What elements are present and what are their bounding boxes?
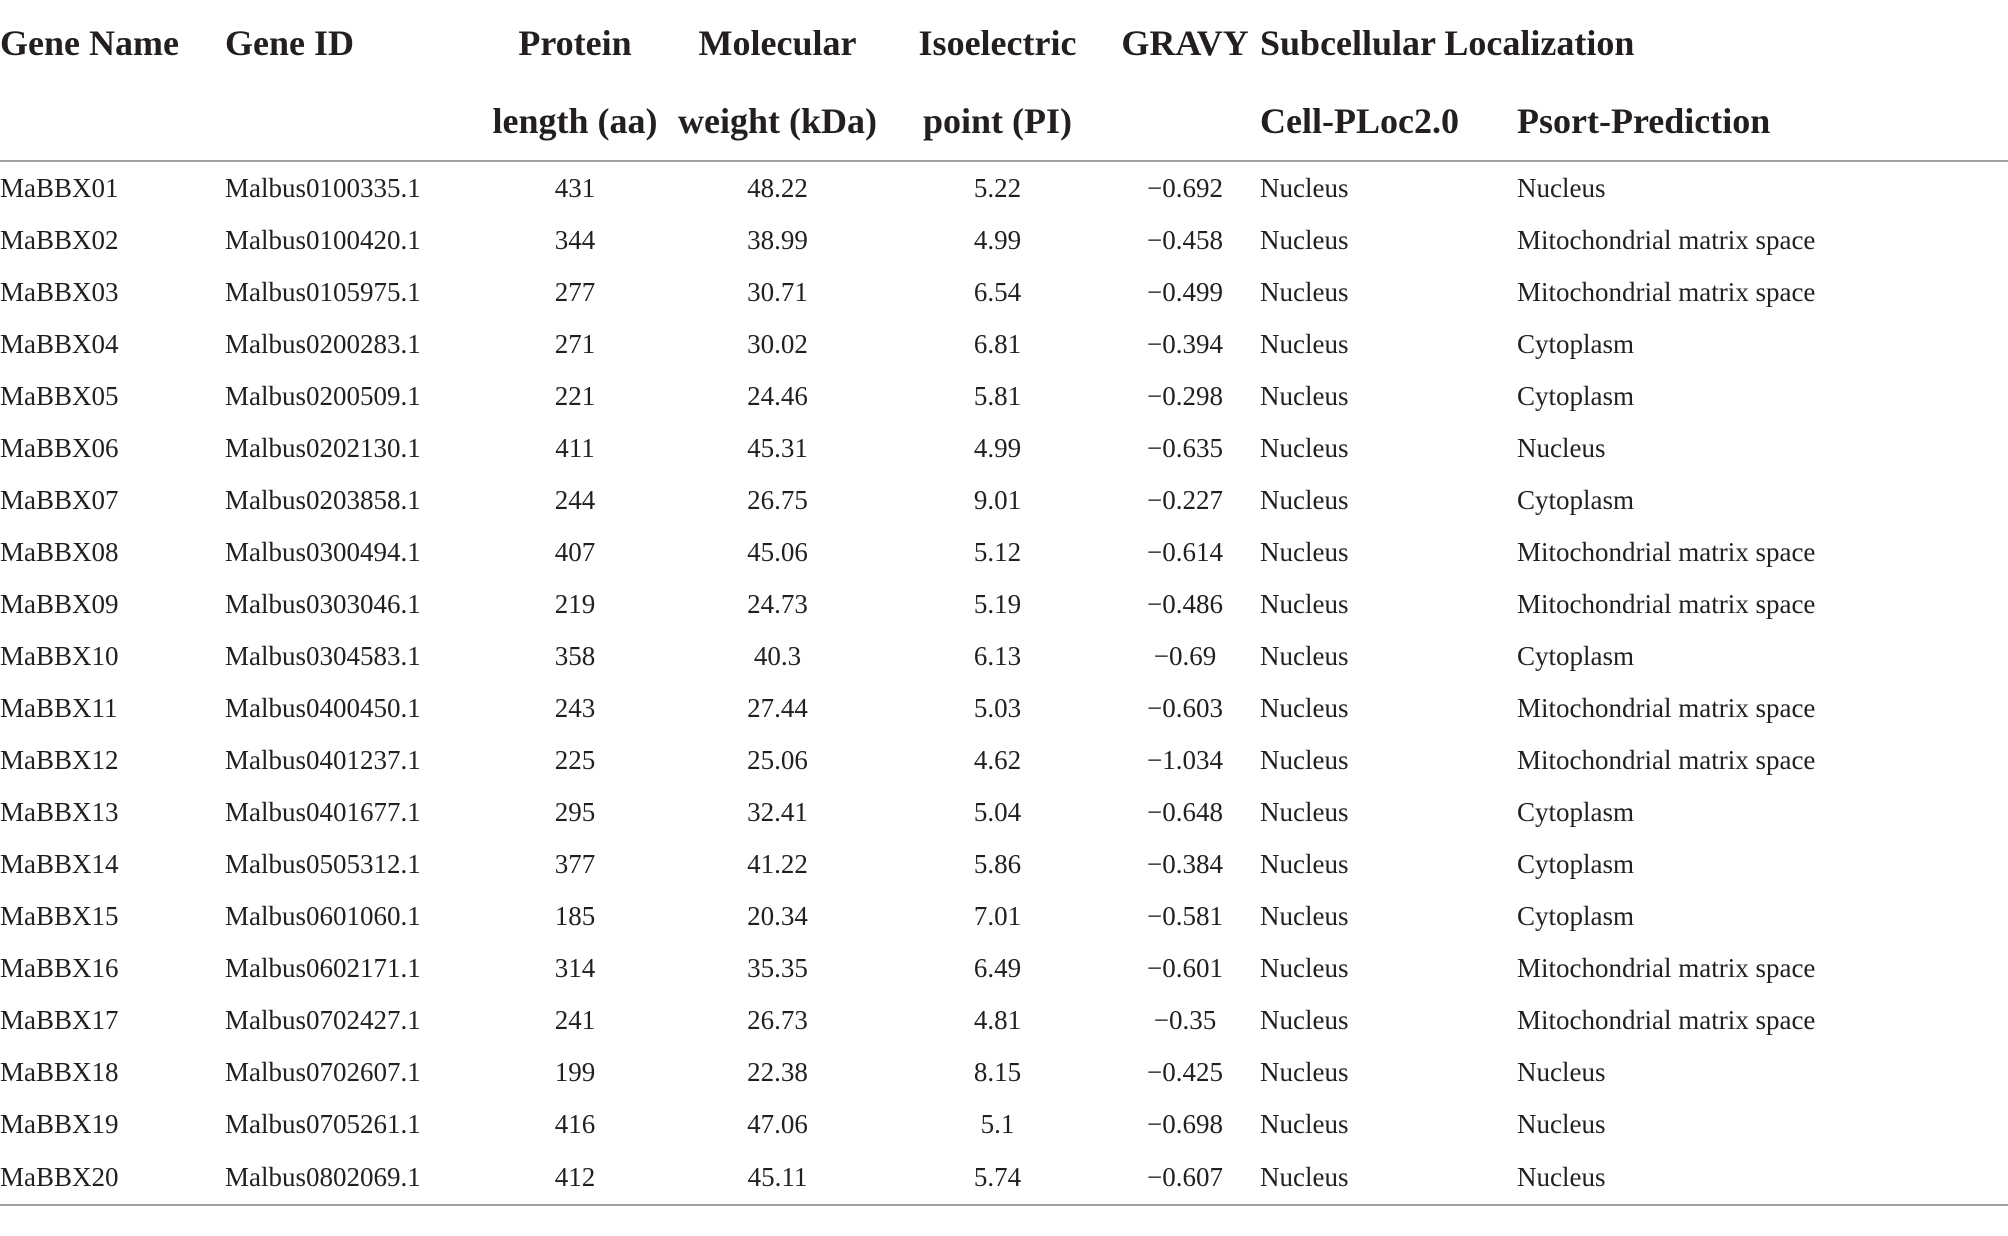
cell-gene-name: MaBBX09: [0, 588, 119, 619]
table-row: [0, 994, 2008, 1046]
cell-gravy: −0.635: [1147, 432, 1223, 463]
cell-psort-prediction: Mitochondrial matrix space: [1517, 224, 1816, 255]
cell-protein-length: 243: [554, 692, 596, 723]
cell-gravy: −0.698: [1147, 1108, 1223, 1139]
cell-cell-ploc: Nucleus: [1260, 224, 1349, 255]
cell-gene-name: MaBBX05: [0, 380, 119, 411]
cell-gene-name: MaBBX17: [0, 1004, 119, 1035]
cell-gene-name: MaBBX15: [0, 900, 119, 931]
cell-molecular-weight: 26.73: [747, 1004, 808, 1035]
cell-isoelectric-point: 5.22: [973, 172, 1022, 203]
table-row: [0, 630, 2008, 682]
cell-gene-name: MaBBX20: [0, 1150, 225, 1205]
cell-protein-length: 358: [554, 640, 596, 671]
cell-protein-length: 344: [554, 224, 596, 255]
cell-protein-length: 416: [554, 1108, 596, 1139]
cell-gene-name: MaBBX16: [0, 952, 119, 983]
cell-cell-ploc: Nucleus: [1260, 900, 1349, 931]
cell-protein-length: 277: [554, 276, 596, 307]
cell-gene-id: Malbus0303046.1: [225, 588, 421, 619]
cell-gravy: −1.034: [1147, 744, 1223, 775]
table-row: [0, 422, 2008, 474]
cell-molecular-weight: 24.46: [747, 380, 808, 411]
cell-gene-id: Malbus0105975.1: [225, 276, 421, 307]
header-protein-length-line1: Protein: [518, 23, 632, 63]
cell-psort-prediction: Mitochondrial matrix space: [1517, 692, 1816, 723]
cell-gene-id: Malbus0400450.1: [225, 692, 421, 723]
cell-molecular-weight: 30.71: [747, 276, 808, 307]
cell-gravy: −0.614: [1147, 536, 1223, 567]
cell-gravy: −0.458: [1147, 224, 1223, 255]
cell-psort-prediction: Cytoplasm: [1517, 380, 1635, 411]
cell-gene-id: Malbus0601060.1: [225, 900, 421, 931]
cell-isoelectric-point: 5.04: [973, 796, 1022, 827]
cell-cell-ploc: Nucleus: [1260, 1150, 1517, 1205]
cell-isoelectric-point: 6.13: [973, 640, 1022, 671]
cell-molecular-weight: 48.22: [747, 172, 808, 203]
cell-gene-name: MaBBX01: [0, 172, 119, 203]
cell-gene-name: MaBBX14: [0, 848, 119, 879]
cell-psort-prediction: Mitochondrial matrix space: [1517, 952, 1816, 983]
table-row: [0, 1150, 2008, 1205]
cell-gene-id: Malbus0300494.1: [225, 536, 421, 567]
table-header: [0, 0, 2008, 161]
cell-protein-length: 431: [554, 172, 596, 203]
cell-cell-ploc: Nucleus: [1260, 692, 1349, 723]
cell-protein-length: 407: [554, 536, 596, 567]
cell-gene-name: MaBBX13: [0, 796, 119, 827]
table-row: [0, 734, 2008, 786]
cell-psort-prediction: Mitochondrial matrix space: [1517, 744, 1816, 775]
cell-gravy: −0.486: [1147, 588, 1223, 619]
table-row: [0, 526, 2008, 578]
table-row: [0, 682, 2008, 734]
cell-isoelectric-point: 5.74: [885, 1150, 1110, 1205]
table-row: [0, 1098, 2008, 1150]
cell-gene-id: Malbus0702427.1: [225, 1004, 421, 1035]
cell-gene-id: Malbus0100335.1: [225, 172, 421, 203]
cell-isoelectric-point: 5.12: [973, 536, 1022, 567]
cell-protein-length: 377: [554, 848, 596, 879]
cell-gene-name: MaBBX08: [0, 536, 119, 567]
cell-protein-length: 225: [554, 744, 596, 775]
cell-molecular-weight: 22.38: [747, 1056, 808, 1087]
cell-molecular-weight: 32.41: [747, 796, 808, 827]
cell-gravy: −0.603: [1147, 692, 1223, 723]
cell-gene-id: Malbus0702607.1: [225, 1056, 421, 1087]
cell-protein-length: 411: [555, 432, 595, 463]
cell-gene-name: MaBBX07: [0, 484, 119, 515]
table-body: [0, 161, 2008, 1205]
cell-gene-name: MaBBX02: [0, 224, 119, 255]
cell-isoelectric-point: 4.99: [973, 224, 1022, 255]
cell-gravy: −0.601: [1147, 952, 1223, 983]
cell-gene-name: MaBBX06: [0, 432, 119, 463]
cell-gene-id: Malbus0304583.1: [225, 640, 421, 671]
cell-molecular-weight: 35.35: [747, 952, 808, 983]
header-psort-prediction: Psort-Prediction: [1517, 82, 2008, 161]
cell-molecular-weight: 45.31: [747, 432, 808, 463]
header-row-top: [0, 0, 2008, 82]
cell-gravy: −0.425: [1147, 1056, 1223, 1087]
header-isoelectric-point-line1: Isoelectric: [918, 23, 1077, 63]
cell-protein-length: 271: [554, 328, 596, 359]
cell-cell-ploc: Nucleus: [1260, 1108, 1349, 1139]
cell-psort-prediction: Nucleus: [1517, 1108, 1606, 1139]
cell-psort-prediction: Cytoplasm: [1517, 848, 1635, 879]
table-row: [0, 474, 2008, 526]
cell-cell-ploc: Nucleus: [1260, 952, 1349, 983]
cell-cell-ploc: Nucleus: [1260, 1004, 1349, 1035]
cell-molecular-weight: 24.73: [747, 588, 808, 619]
cell-isoelectric-point: 4.81: [973, 1004, 1022, 1035]
cell-cell-ploc: Nucleus: [1260, 536, 1349, 567]
cell-isoelectric-point: 5.19: [973, 588, 1022, 619]
cell-molecular-weight: 45.11: [670, 1150, 885, 1205]
cell-isoelectric-point: 6.54: [973, 276, 1022, 307]
cell-gene-name: MaBBX19: [0, 1108, 119, 1139]
cell-psort-prediction: Cytoplasm: [1517, 796, 1635, 827]
cell-protein-length: 244: [554, 484, 596, 515]
cell-protein-length: 412: [480, 1150, 670, 1205]
header-isoelectric-point-line2: point (PI): [885, 82, 1110, 161]
cell-gene-id: Malbus0401677.1: [225, 796, 421, 827]
cell-isoelectric-point: 5.86: [973, 848, 1022, 879]
cell-gene-id: Malbus0203858.1: [225, 484, 421, 515]
cell-protein-length: 295: [554, 796, 596, 827]
header-gravy: GRAVY: [1121, 23, 1249, 63]
cell-molecular-weight: 25.06: [747, 744, 808, 775]
cell-psort-prediction: Mitochondrial matrix space: [1517, 588, 1816, 619]
cell-isoelectric-point: 4.99: [973, 432, 1022, 463]
cell-molecular-weight: 30.02: [747, 328, 808, 359]
table-row: [0, 214, 2008, 266]
cell-protein-length: 185: [554, 900, 596, 931]
cell-gene-id: Malbus0100420.1: [225, 224, 421, 255]
header-molecular-weight-line2: weight (kDa): [670, 82, 885, 161]
header-protein-length-line2: length (aa): [480, 82, 670, 161]
cell-molecular-weight: 27.44: [747, 692, 808, 723]
cell-gravy: −0.35: [1153, 1004, 1217, 1035]
cell-protein-length: 219: [554, 588, 596, 619]
cell-cell-ploc: Nucleus: [1260, 380, 1349, 411]
table-row: [0, 890, 2008, 942]
cell-gene-id: Malbus0202130.1: [225, 432, 421, 463]
header-empty-cell: [1110, 82, 1260, 161]
cell-gravy: −0.384: [1147, 848, 1223, 879]
cell-molecular-weight: 26.75: [747, 484, 808, 515]
table-row: [0, 266, 2008, 318]
cell-psort-prediction: Mitochondrial matrix space: [1517, 536, 1816, 567]
cell-cell-ploc: Nucleus: [1260, 1056, 1349, 1087]
cell-isoelectric-point: 6.49: [973, 952, 1022, 983]
cell-isoelectric-point: 5.1: [980, 1108, 1015, 1139]
cell-psort-prediction: Nucleus: [1517, 1056, 1606, 1087]
cell-gene-id: Malbus0505312.1: [225, 848, 421, 879]
cell-psort-prediction: Nucleus: [1517, 1150, 2008, 1205]
cell-molecular-weight: 41.22: [747, 848, 808, 879]
cell-molecular-weight: 45.06: [747, 536, 808, 567]
cell-gene-id: Malbus0705261.1: [225, 1108, 421, 1139]
cell-gene-name: MaBBX03: [0, 276, 119, 307]
cell-molecular-weight: 20.34: [747, 900, 808, 931]
table-row: [0, 838, 2008, 890]
cell-gene-name: MaBBX18: [0, 1056, 119, 1087]
cell-psort-prediction: Cytoplasm: [1517, 900, 1635, 931]
cell-psort-prediction: Cytoplasm: [1517, 484, 1635, 515]
cell-psort-prediction: Mitochondrial matrix space: [1517, 1004, 1816, 1035]
cell-isoelectric-point: 9.01: [973, 484, 1022, 515]
cell-gravy: −0.499: [1147, 276, 1223, 307]
cell-gene-name: MaBBX04: [0, 328, 119, 359]
table-row: [0, 161, 2008, 214]
table-row: [0, 318, 2008, 370]
cell-gene-id: Malbus0602171.1: [225, 952, 421, 983]
table-row: [0, 370, 2008, 422]
cell-cell-ploc: Nucleus: [1260, 588, 1349, 619]
cell-gene-id: Malbus0200283.1: [225, 328, 421, 359]
table-row: [0, 578, 2008, 630]
cell-protein-length: 241: [554, 1004, 596, 1035]
cell-gene-id: Malbus0401237.1: [225, 744, 421, 775]
cell-gene-name: MaBBX11: [0, 692, 118, 723]
cell-psort-prediction: Cytoplasm: [1517, 640, 1635, 671]
cell-isoelectric-point: 6.81: [973, 328, 1022, 359]
cell-cell-ploc: Nucleus: [1260, 172, 1349, 203]
cell-gravy: −0.69: [1153, 640, 1217, 671]
cell-isoelectric-point: 5.03: [973, 692, 1022, 723]
cell-cell-ploc: Nucleus: [1260, 484, 1349, 515]
cell-isoelectric-point: 5.81: [973, 380, 1022, 411]
cell-gravy: −0.298: [1147, 380, 1223, 411]
table-row: [0, 786, 2008, 838]
cell-gene-id: Malbus0802069.1: [225, 1150, 480, 1205]
header-empty-cell: [225, 82, 480, 161]
cell-isoelectric-point: 7.01: [973, 900, 1022, 931]
cell-gravy: −0.394: [1147, 328, 1223, 359]
cell-gene-name: MaBBX10: [0, 640, 119, 671]
header-gene-name: Gene Name: [0, 23, 179, 63]
cell-gravy: −0.648: [1147, 796, 1223, 827]
header-molecular-weight-line1: Molecular: [698, 23, 857, 63]
cell-cell-ploc: Nucleus: [1260, 744, 1349, 775]
cell-molecular-weight: 47.06: [747, 1108, 808, 1139]
cell-isoelectric-point: 8.15: [973, 1056, 1022, 1087]
cell-gravy: −0.607: [1110, 1150, 1260, 1205]
cell-cell-ploc: Nucleus: [1260, 848, 1349, 879]
cell-protein-length: 199: [554, 1056, 596, 1087]
cell-gene-name: MaBBX12: [0, 744, 119, 775]
cell-gravy: −0.692: [1147, 172, 1223, 203]
table-row: [0, 942, 2008, 994]
cell-cell-ploc: Nucleus: [1260, 640, 1349, 671]
cell-psort-prediction: Mitochondrial matrix space: [1517, 276, 1816, 307]
cell-molecular-weight: 38.99: [747, 224, 808, 255]
cell-gravy: −0.227: [1147, 484, 1223, 515]
header-subcellular-localization: Subcellular Localization: [1260, 23, 1635, 63]
header-row-bottom: [0, 82, 2008, 161]
table-row: [0, 1046, 2008, 1098]
cell-isoelectric-point: 4.62: [973, 744, 1022, 775]
cell-cell-ploc: Nucleus: [1260, 432, 1349, 463]
cell-gene-id: Malbus0200509.1: [225, 380, 421, 411]
cell-cell-ploc: Nucleus: [1260, 796, 1349, 827]
cell-psort-prediction: Cytoplasm: [1517, 328, 1635, 359]
header-gene-id: Gene ID: [225, 23, 354, 63]
cell-cell-ploc: Nucleus: [1260, 276, 1349, 307]
cell-psort-prediction: Nucleus: [1517, 432, 1606, 463]
header-cell-ploc: Cell-PLoc2.0: [1260, 82, 1517, 161]
cell-protein-length: 221: [554, 380, 596, 411]
header-empty-cell: [0, 82, 225, 161]
cell-psort-prediction: Nucleus: [1517, 172, 1606, 203]
cell-cell-ploc: Nucleus: [1260, 328, 1349, 359]
cell-protein-length: 314: [554, 952, 596, 983]
cell-molecular-weight: 40.3: [753, 640, 802, 671]
cell-gravy: −0.581: [1147, 900, 1223, 931]
